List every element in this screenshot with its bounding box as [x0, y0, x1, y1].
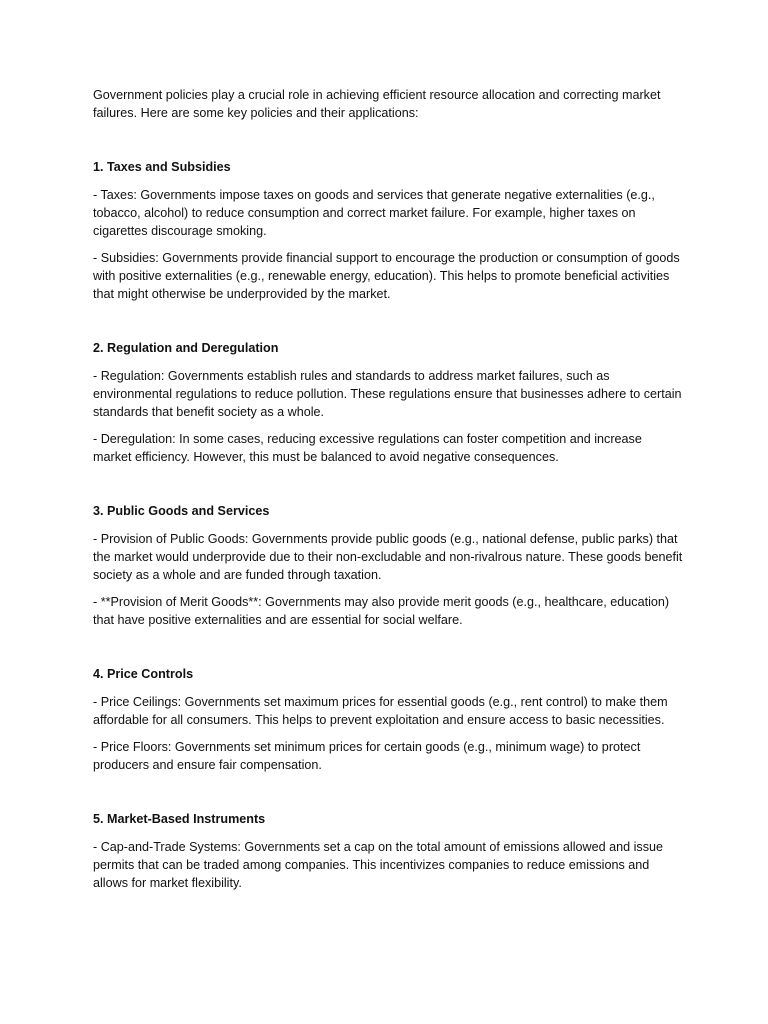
section-paragraph: - Provision of Public Goods: Governments provide public goods (e.g., national defense, public parks) that the market would underprovide due to their non-excludable and non-rivalrous nature. These goods benefit society as a whole and are funded through taxation.: [93, 532, 683, 582]
section-heading: 5. Market-Based Instruments: [93, 812, 266, 826]
section-paragraph: - Regulation: Governments establish rules and standards to address market failures, such as environmental regulations to reduce pollution. These regulations ensure that businesses adhere to certain standards that benefit society as a whole.: [93, 369, 682, 419]
section-paragraph: - Price Ceilings: Governments set maximum prices for essential goods (e.g., rent control) to make them affordable for all consumers. This helps to prevent exploitation and ensure access to basic necessities.: [93, 695, 668, 727]
section-paragraph: - Cap-and-Trade Systems: Governments set a cap on the total amount of emissions allowed and issue permits that can be traded among companies. This incentivizes companies to reduce emissions and allows for market flexibility.: [93, 840, 664, 890]
section-heading: 3. Public Goods and Services: [93, 504, 270, 518]
section-public-goods: [93, 502, 683, 629]
section-heading: 2. Regulation and Deregulation: [93, 341, 279, 355]
section-paragraph: - Taxes: Governments impose taxes on goods and services that generate negative externalities (e.g., tobacco, alcohol) to reduce consumption and correct market failure. For example, higher taxes on cigarettes discourage smoking.: [93, 188, 655, 238]
section-paragraph: - Subsidies: Governments provide financial support to encourage the production or consumption of goods with positive externalities (e.g., renewable energy, education). This helps to promote beneficial activities that might otherwise be underprovided by the market.: [93, 251, 680, 301]
section-heading: 4. Price Controls: [93, 667, 194, 681]
document-page: [93, 86, 683, 928]
intro-paragraph: Government policies play a crucial role in achieving efficient resource allocation and correcting market failures. Here are some key policies and their applications:: [93, 88, 661, 120]
section-regulation: [93, 339, 683, 466]
section-paragraph: - Price Floors: Governments set minimum prices for certain goods (e.g., minimum wage) to protect producers and ensure fair compensation.: [93, 740, 641, 772]
section-heading: 1. Taxes and Subsidies: [93, 160, 231, 174]
section-taxes-subsidies: [93, 158, 683, 303]
section-paragraph: - Deregulation: In some cases, reducing excessive regulations can foster competition and increase market efficiency. However, this must be balanced to avoid negative consequences.: [93, 432, 642, 464]
section-paragraph: - **Provision of Merit Goods**: Governments may also provide merit goods (e.g., healthcare, education) that have positive externalities and are essential for social welfare.: [93, 595, 670, 627]
section-market-instruments: [93, 810, 683, 892]
section-price-controls: [93, 665, 683, 774]
